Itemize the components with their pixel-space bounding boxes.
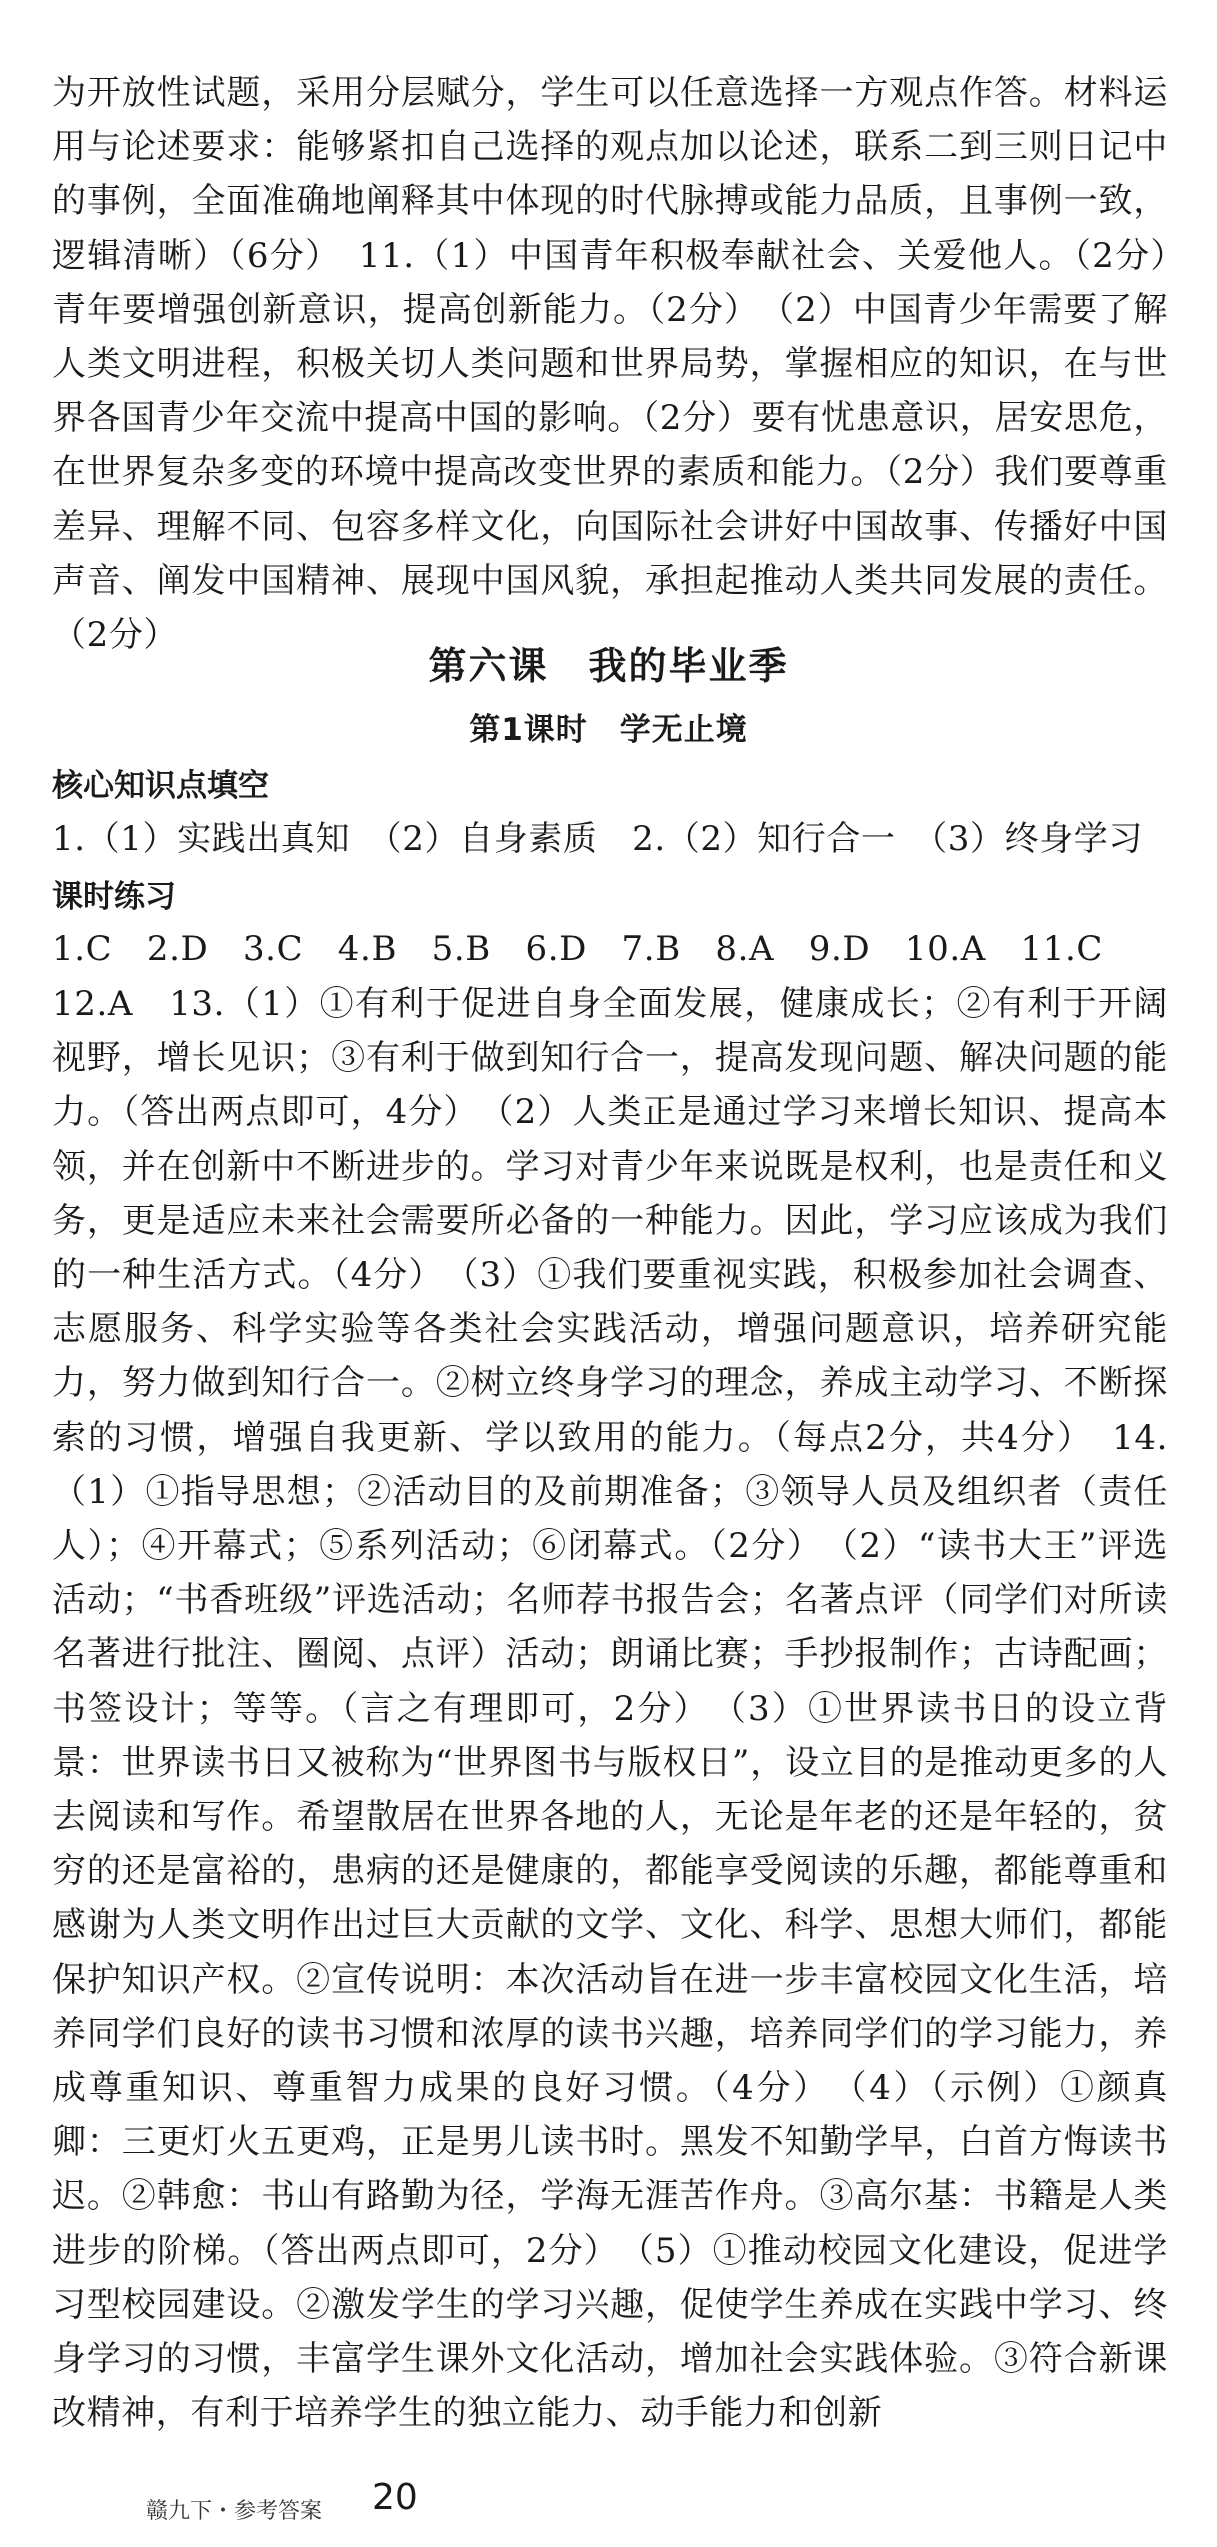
footer-label: 赣九下・参考答案 bbox=[146, 2499, 323, 2524]
top-paragraph: 为开放性试题，采用分层赋分，学生可以任意选择一方观点作答。材料运用与论述要求：能够紧扣自己选择的观点加以论述，联系二到三则日记中的事例，全面准确地阐释其中体现的时代脉搏或能力品质，且事例一致，逻辑清晰）（6分） 11.（1）中国青年积极奉献社会、关爱他人。（2分） 青年要增强创新意识，提高创新能力。（2分） （2）中国青少年需要了解人类文明进程，积极关切人类问题和世界局势，掌握相应的知识，在与世界各国青少年交流中提高中国的影响。（2分）要有忧患意识，居安思危，在世界复杂多变的环境中提高改变世界的素质和能力。（2分）我们要尊重差异、理解不同、包容多样文化，向国际社会讲好中国故事、传播好中国声音、阐发中国精神、展现中国风貌，承担起推动人类共同发展的责任。（2分） bbox=[52, 73, 1203, 656]
section-core-knowledge: 核心知识点填空 bbox=[52, 768, 269, 804]
page-number: 20 bbox=[372, 2477, 418, 2518]
practice-multiple-choice: 1.C 2.D 3.C 4.B 5.B 6.D 7.B 8.A 9.D 10.A 11.C bbox=[52, 929, 1103, 969]
period-title: 第1课时 学无止境 bbox=[469, 712, 748, 748]
section-lesson-practice: 课时练习 bbox=[52, 879, 176, 915]
core-answers: 1.（1）实践出真知 （2）自身素质 2.（2）知行合一 （3）终身学习 bbox=[52, 819, 1144, 859]
practice-answers-body: 12.A 13.（1）①有利于促进自身全面发展，健康成长；②有利于开阔视野，增长见识；③有利于做到知行合一，提高发现问题、解决问题的能力。（答出两点即可，4分） （2）人类正是通过学习来增长知识、提高本领，并在创新中不断进步的。学习对青少年来说既是权利，也是责任和义务，更是适应未来社会需要所必备的一种能力。因此，学习应该成为我们的一种生活方式。（4分） （3）①我们要重视实践，积极参加社会调查、志愿服务、科学实验等各类社会实践活动，增强问题意识，培养研究能力，努力做到知行合一。②树立终身学习的理念，养成主动学习、不断探索的习惯，增强自我更新、学以致用的能力。（每点2分，共4分） 14.（1）①指导思想；②活动目的及前期准备；③领导人员及组织者（责任人）；④开幕式；⑤系列活动；⑥闭幕式。（2分） （2）“读书大王”评选活动；“书香班级”评选活动；名师荐书报告会；名著点评（同学们对所读名著进行批注、圈阅、点评）活动；朗诵比赛；手抄报制作；古诗配画；书签设计；等等。（言之有理即可，2分） （3）①世界读书日的设立背景：世界读书日又被称为“世界图书与版权日”，设立目的是推动更多的人去阅读和写作。希望散居在世界各地的人，无论是年老的还是年轻的，贫穷的还是富裕的，患病的还是健康的，都能享受阅读的乐趣，都能尊重和感谢为人类文明作出过巨大贡献的文学、文化、科学、思想大师们，都能保护知识产权。②宣传说明：本次活动旨在进一步丰富校园文化生活，培养同学们良好的读书习惯和浓厚的读书兴趣，培养同学们的学习能力，养成尊重知识、尊重智力成果的良好习惯。（4分） （4）（示例）①颜真卿：三更灯火五更鸡，正是男儿读书时。黑发不知勤学早，白首方悔读书迟。②韩愈：书山有路勤为径，学海无涯苦作舟。③高尔基：书籍是人类进步的阶梯。（答出两点即可，2分） （5）①推动校园文化建设，促进学习型校园建设。②激发学生的学习兴趣，促使学生养成在实践中学习、终身学习的习惯，丰富学生课外文化活动，增加社会实践体验。③符合新课改精神，有利于培养学生的独立能力、动手能力和创新 bbox=[52, 984, 1168, 2434]
lesson-title: 第六课 我的毕业季 bbox=[428, 644, 789, 688]
